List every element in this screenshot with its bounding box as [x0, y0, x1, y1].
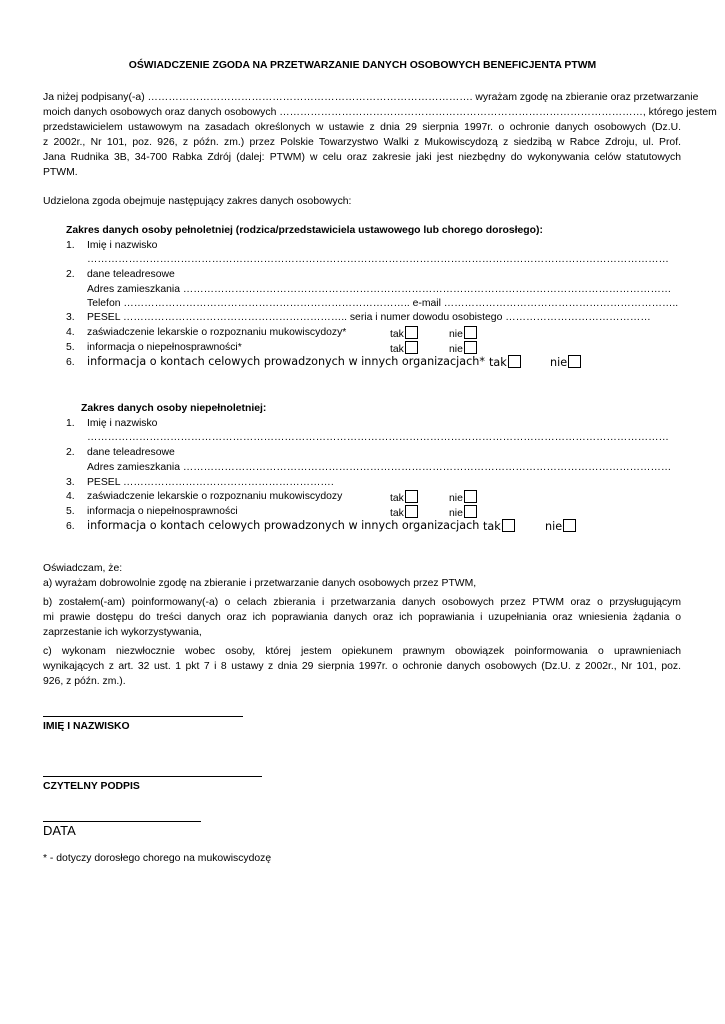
- intro-line-2: moich danych osobowych oraz danych osobowych ……………………………………………………………………………………………, którego jestem: [43, 107, 717, 118]
- adult-phone-email-field[interactable]: Telefon ……………………………………………………………………….. e-mail …………………………………………………………..: [87, 298, 679, 309]
- adult-disability-label: informacja o niepełnosprawności*: [87, 342, 242, 353]
- minor-accounts-no[interactable]: nie: [545, 519, 576, 533]
- adult-item-num: 1.: [66, 240, 75, 251]
- checkbox-icon[interactable]: [405, 341, 418, 354]
- adult-item-num: 3.: [66, 312, 75, 323]
- minor-medical-no[interactable]: nie: [449, 490, 477, 504]
- checkbox-icon[interactable]: [405, 490, 418, 503]
- adult-item-num: 4.: [66, 327, 75, 338]
- checkbox-icon[interactable]: [502, 519, 515, 532]
- name-signature-line[interactable]: [43, 716, 243, 717]
- adult-name-label: Imię i nazwisko: [87, 240, 158, 251]
- checkbox-icon[interactable]: [464, 490, 477, 503]
- adult-medical-label: zaświadczenie lekarskie o rozpoznaniu mukowiscydozy*: [87, 327, 347, 338]
- minor-item-num: 6.: [66, 521, 75, 532]
- minor-item-num: 3.: [66, 477, 75, 488]
- intro-line-4: z 2002r., Nr 101, poz. 926, z późn. zm.) przez Polskie Towarzystwo Walki z Mukowiscydozą z siedzibą w Rabce Zdroju, ul. Prof.: [43, 137, 681, 148]
- minor-heading: Zakres danych osoby niepełnoletniej:: [81, 403, 267, 414]
- declaration-b-1: b) zostałem(-am) poinformowany(-a) o celach zbierania i przetwarzania danych osobowych przez PTWM oraz o przysługującym: [43, 597, 681, 608]
- intro-line-1: Ja niżej podpisany(-a) …………………………………………………………………………………. wyrażam zgodę na zbieranie oraz przetwarzanie: [43, 92, 699, 103]
- signature-line[interactable]: [43, 776, 262, 777]
- minor-disability-label: informacja o niepełnosprawności: [87, 506, 238, 517]
- minor-name-label: Imię i nazwisko: [87, 418, 158, 429]
- name-label: IMIĘ I NAZWISKO: [43, 721, 130, 732]
- minor-item-num: 1.: [66, 418, 75, 429]
- adult-accounts-yes[interactable]: tak: [489, 355, 521, 369]
- checkbox-icon[interactable]: [405, 505, 418, 518]
- minor-item-num: 2.: [66, 447, 75, 458]
- minor-address-field[interactable]: Adres zamieszkania ……………………………………………………………………………………………………………………………: [87, 462, 672, 473]
- adult-accounts-label: informacja o kontach celowych prowadzonych w innych organizacjach*: [87, 355, 485, 368]
- minor-medical-label: zaświadczenie lekarskie o rozpoznaniu mukowiscydozy: [87, 491, 343, 502]
- signature-label: CZYTELNY PODPIS: [43, 781, 140, 792]
- minor-item-num: 5.: [66, 506, 75, 517]
- minor-name-field[interactable]: ……………………………………………………………………………………………………………………………………………………: [87, 432, 669, 443]
- adult-medical-yes[interactable]: tak: [390, 326, 418, 340]
- minor-pesel-field[interactable]: PESEL …………………………………………………….: [87, 477, 334, 488]
- adult-disability-no[interactable]: nie: [449, 341, 477, 355]
- checkbox-icon[interactable]: [464, 326, 477, 339]
- declaration-b-2: mi prawie dostępu do treści danych oraz ich poprawiania danych oraz ich poprawiania i uzupełniania oraz wniesienia żądania o: [43, 612, 681, 623]
- intro-line-6: PTWM.: [43, 167, 78, 178]
- adult-contact-label: dane teleadresowe: [87, 269, 175, 280]
- declaration-intro: Oświadczam, że:: [43, 563, 123, 574]
- intro-line-3: przedstawicielem ustawowym na zasadach określonych w ustawie z dnia 29 sierpnia 1997r. o ochronie danych osobowych (Dz.U.: [43, 122, 681, 133]
- adult-accounts-no[interactable]: nie: [550, 355, 581, 369]
- adult-item-num: 6.: [66, 357, 75, 368]
- minor-item-num: 4.: [66, 491, 75, 502]
- minor-contact-label: dane teleadresowe: [87, 447, 175, 458]
- date-line[interactable]: [43, 821, 201, 822]
- adult-medical-no[interactable]: nie: [449, 326, 477, 340]
- checkbox-icon[interactable]: [464, 341, 477, 354]
- checkbox-icon[interactable]: [508, 355, 521, 368]
- checkbox-icon[interactable]: [568, 355, 581, 368]
- minor-accounts-label: informacja o kontach celowych prowadzonych w innych organizacjach: [87, 519, 480, 532]
- scope-intro: Udzielona zgoda obejmuje następujący zakres danych osobowych:: [43, 196, 352, 207]
- intro-line-5: Jana Rudnika 3B, 34-700 Rabka Zdrój (dalej: PTWM) w celu oraz zakresie jaki jest niezbędny do wykonywania celów statutowych: [43, 152, 681, 163]
- declaration-c-2: wynikających z art. 32 ust. 1 pkt 7 i 8 ustawy z dnia 29 sierpnia 1997r. o ochronie danych osobowych (Dz.U. z 2002r., Nr 101, poz.: [43, 661, 681, 672]
- minor-disability-yes[interactable]: tak: [390, 505, 418, 519]
- document-title: OŚWIADCZENIE ZGODA NA PRZETWARZANIE DANYCH OSOBOWYCH BENEFICJENTA PTWM: [128, 60, 597, 71]
- adult-disability-yes[interactable]: tak: [390, 341, 418, 355]
- declaration-c-1: c) wykonam niezwłocznie wobec osoby, której jestem opiekunem prawnym obowiązek poinformowania o uprawnieniach: [43, 646, 681, 657]
- adult-item-num: 2.: [66, 269, 75, 280]
- adult-pesel-field[interactable]: PESEL ……………………………………………………….. seria i numer dowodu osobistego ……………………………………: [87, 312, 651, 323]
- date-label: DATA: [43, 823, 76, 838]
- minor-disability-no[interactable]: nie: [449, 505, 477, 519]
- checkbox-icon[interactable]: [405, 326, 418, 339]
- declaration-a: a) wyrażam dobrowolnie zgodę na zbieranie i przetwarzanie danych osobowych przez PTWM,: [43, 578, 477, 589]
- footnote: * - dotyczy dorosłego chorego na mukowiscydozę: [43, 853, 272, 864]
- adult-name-field[interactable]: ……………………………………………………………………………………………………………………………………………………: [87, 254, 669, 265]
- minor-accounts-yes[interactable]: tak: [483, 519, 515, 533]
- adult-heading: Zakres danych osoby pełnoletniej (rodzica/przedstawiciela ustawowego lub chorego dorosłego):: [66, 225, 543, 236]
- declaration-c-3: 926, z późn. zm.).: [43, 676, 126, 687]
- adult-item-num: 5.: [66, 342, 75, 353]
- checkbox-icon[interactable]: [464, 505, 477, 518]
- minor-medical-yes[interactable]: tak: [390, 490, 418, 504]
- checkbox-icon[interactable]: [563, 519, 576, 532]
- adult-address-field[interactable]: Adres zamieszkania ……………………………………………………………………………………………………………………………: [87, 284, 672, 295]
- declaration-b-3: zaprzestanie ich wykorzystywania,: [43, 627, 202, 638]
